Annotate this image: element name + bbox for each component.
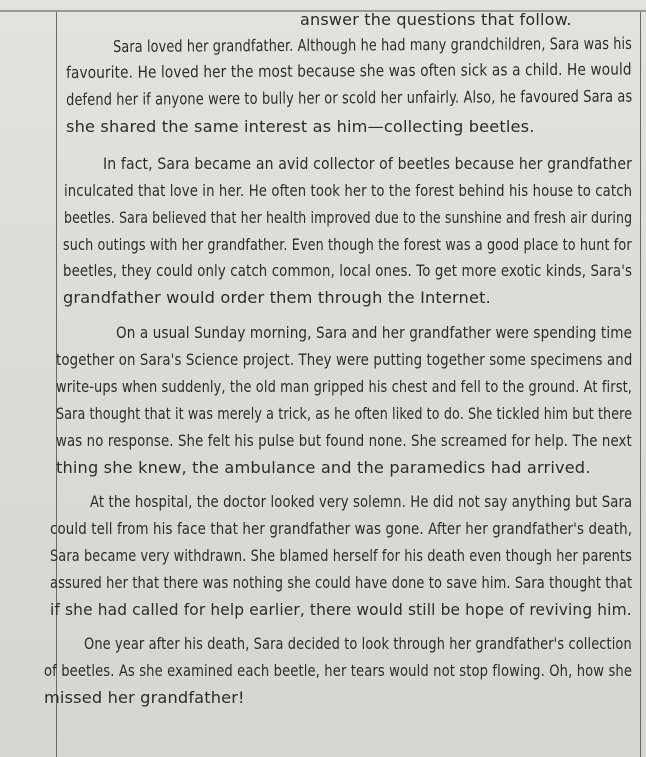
story-line: defend her if anyone were to bully her or scold her unfairly. Also, he favoured Sara as [66, 86, 633, 109]
instruction-text: answer the questions that follow. [300, 10, 572, 29]
story-line: together on Sara's Science project. They were putting together some specimens and [56, 350, 633, 369]
story-line: if she had called for help earlier, there would still be hope of reviving him. [50, 600, 632, 619]
story-line: beetles. Sara believed that her health improved due to the sunshine and fresh air during [64, 208, 633, 227]
story-line: could tell from his face that her grandfather was gone. After her grandfather's death, [50, 519, 633, 538]
story-line: In fact, Sara became an avid collector of beetles because her grandfather [103, 154, 632, 173]
story-line: On a usual Sunday morning, Sara and her grandfather were spending time [116, 323, 633, 342]
story-line: of beetles. As she examined each beetle, her tears would not stop flowing. Oh, how she [44, 661, 633, 680]
story-line: inculcated that love in her. He often took her to the forest behind his house to catch [64, 181, 633, 200]
story-line: was no response. She felt his pulse but found none. She screamed for help. The next [56, 431, 632, 450]
story-line: write-ups when suddenly, the old man gripped his chest and fell to the ground. At first, [56, 377, 633, 396]
story-line: she shared the same interest as him—collecting beetles. [66, 117, 535, 136]
story-line: favourite. He loved her the most because she was often sick as a child. He would [66, 59, 632, 82]
story-line: Sara loved her grandfather. Although he had many grandchildren, Sara was his [113, 33, 633, 56]
story-line: At the hospital, the doctor looked very solemn. He did not say anything but Sara [90, 492, 633, 511]
story-line: Sara became very withdrawn. She blamed herself for his death even though her parents [50, 546, 632, 565]
story-line: beetles, they could only catch common, local ones. To get more exotic kinds, Sara's [63, 261, 633, 280]
story-line: missed her grandfather! [44, 688, 245, 707]
story-line: One year after his death, Sara decided to look through her grandfather's collection [84, 634, 632, 653]
story-line: Sara thought that it was merely a trick, as he often liked to do. She tickled him but there [56, 404, 633, 423]
story-line: thing she knew, the ambulance and the paramedics had arrived. [56, 458, 591, 477]
story-line: grandfather would order them through the Internet. [63, 288, 491, 307]
story-line: assured her that there was nothing she could have done to save him. Sara thought that [50, 573, 633, 592]
story-line: such outings with her grandfather. Even though the forest was a good place to hunt for [63, 235, 632, 254]
